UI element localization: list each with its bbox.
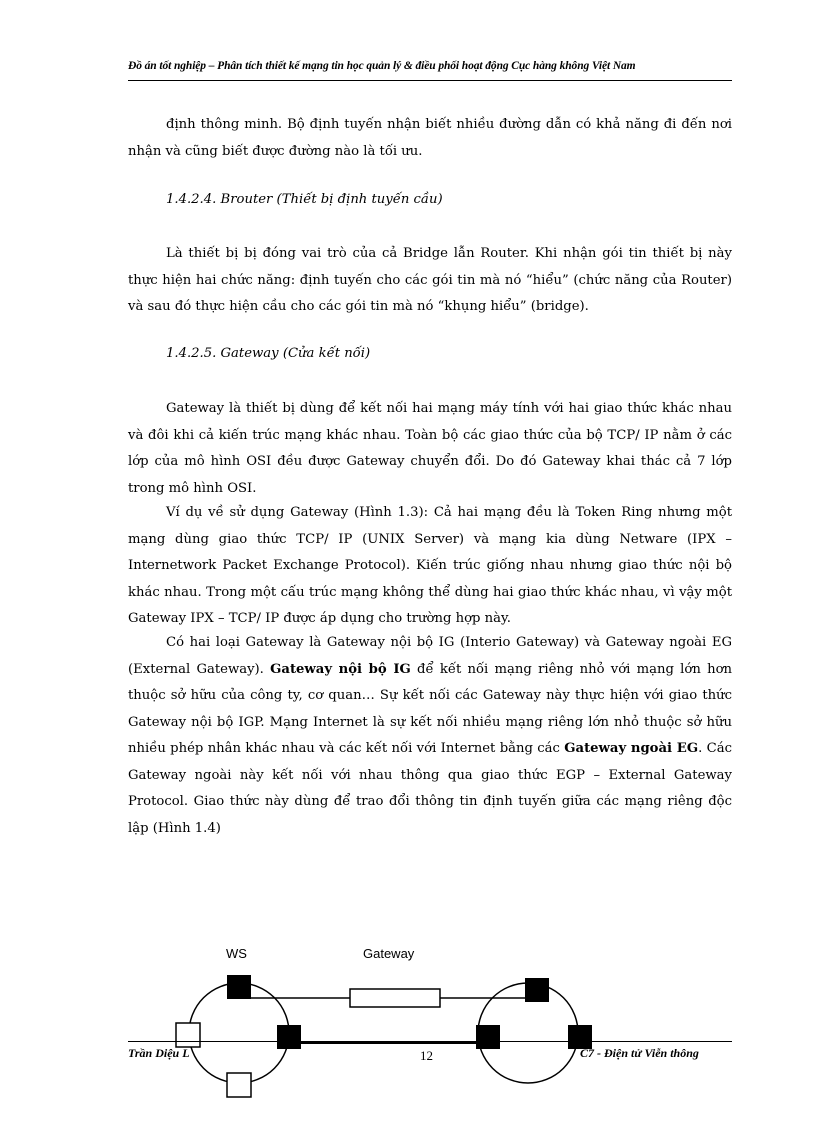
node-black — [277, 1025, 301, 1049]
paragraph-gateway-types — [128, 630, 732, 842]
paragraph-gateway-example: Ví dụ về sử dụng Gateway (Hình 1.3): Cả hai mạng đều là Token Ring nhưng một mạng dùng giao thức TCP/ IP (UNIX Server) và mạng kia dùng Netware (IPX – Internetwork Packet Exchange Protocol). Kiến trúc giống nhau nhưng giao thức nội bộ khác nhau. Trong một cấu trúc mạng không thể dùng hai giao thức khác nhau, vì vậy một Gateway IPX – TCP/ IP được áp dụng cho trường hợp này. — [128, 505, 732, 626]
text-run: . Các Gateway ngoài này kết nối với nhau thông qua giao thức EGP – External Gateway Protocol. Giao thức này dùng để trao đổi thông tin định tuyến giữa các mạng riêng độc lập (Hình 1.4) — [128, 741, 732, 836]
node-white — [227, 1073, 251, 1097]
text-run: Có hai loại Gateway là Gateway nội bộ IG (Interio Gateway) và Gateway ngoài EG (External Gateway). — [128, 635, 732, 677]
node-white — [176, 1023, 200, 1047]
paragraph-brouter: Là thiết bị bị đóng vai trò của cả Bridge lẫn Router. Khi nhận gói tin thiết bị này thực hiện hai chức năng: định tuyến cho các gói tin mà nó “hiểu” (chức năng của Router) và sau đó thực hiện cầu cho các gói tin mà nó “khụng hiểu” (bridge). — [128, 246, 732, 314]
node-black — [476, 1025, 500, 1049]
footer-class: C7 - Điện tử Viễn thông — [580, 1046, 699, 1060]
paragraph-gateway-definition: Gateway là thiết bị dùng để kết nối hai mạng máy tính với hai giao thức khác nhau và đôi khi cả kiến trúc mạng khác nhau. Toàn bộ các giao thức của bộ TCP/ IP nằm ở các lớp của mô hình OSI đều được Gateway chuyển đổi. Do đó Gateway khai thác cả 7 lớp trong mô hình OSI. — [128, 401, 732, 496]
heading-gateway: 1.4.2.5. Gateway (Cửa kết nối) — [166, 346, 371, 361]
heading-brouter: 1.4.2.4. Brouter (Thiết bị định tuyến cầu) — [166, 192, 443, 207]
gateway-network-diagram — [0, 930, 816, 1123]
page-number: 12 — [420, 1048, 433, 1063]
gateway-label: Gateway — [363, 946, 415, 961]
bold-term-internal-gateway: Gateway nội bộ IG — [270, 661, 411, 677]
header-rule — [128, 80, 732, 81]
node-black — [525, 978, 549, 1002]
footer-rule — [128, 1041, 732, 1042]
text-run: để kết nối mạng riêng nhỏ với mạng lớn hơn thuộc sở hữu của công ty, cơ quan… Sự kết nối các Gateway này thực hiện với giao thức Gateway nội bộ IGP. Mạng Internet là sự kết nối nhiều mạng riêng lớn nhỏ thuộc sở hữu nhiều phép nhân khác nhau và các kết nối với Internet bằng các — [128, 661, 732, 756]
ws-node — [227, 975, 251, 999]
footer-author: Trần Diệu L — [128, 1046, 190, 1060]
paragraph-router-end: định thông minh. Bộ định tuyến nhận biết nhiều đường dẫn có khả năng đi đến nơi nhận và cũng biết được đường nào là tối ưu. — [128, 117, 732, 159]
bold-term-external-gateway: Gateway ngoài EG — [564, 741, 699, 756]
ws-label: WS — [226, 946, 247, 961]
gateway-box — [350, 989, 440, 1007]
running-header: Đồ án tốt nghiệp – Phân tích thiết kế mạng tin học quản lý & điều phối hoạt động Cục hàng không Việt Nam — [128, 60, 636, 72]
